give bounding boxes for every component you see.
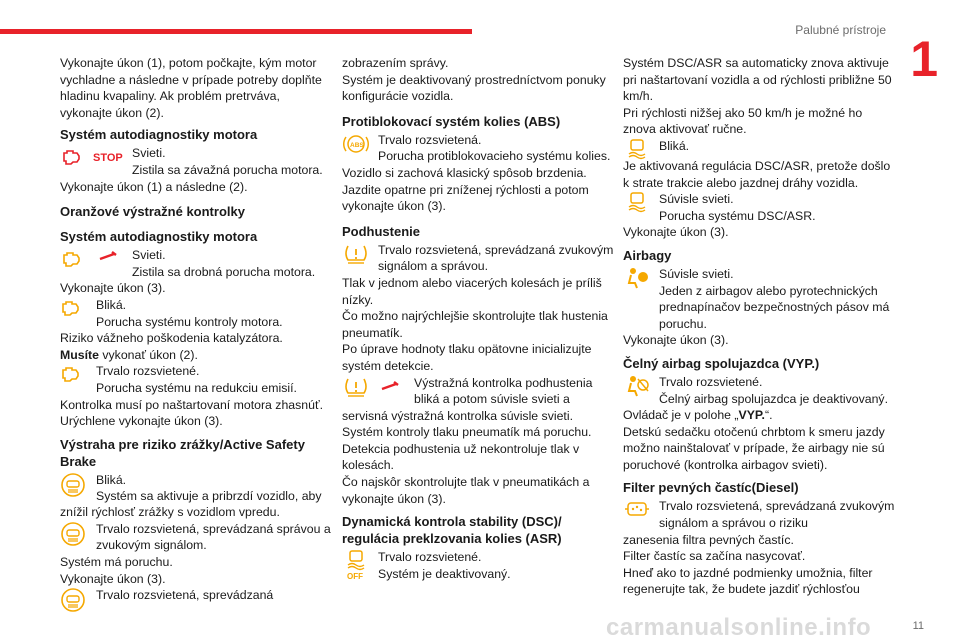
svg-text:OFF: OFF — [347, 572, 363, 582]
paragraph: Systém kontroly tlaku pneumatík má poruchu. — [342, 425, 592, 440]
paragraph: Systém je deaktivovaný prostredníctvom ponuky konfigurácie vozidla. — [342, 72, 606, 104]
text: Ovládač je v polohe „ — [623, 408, 739, 423]
warning-entry — [623, 374, 895, 407]
paragraph: servisná výstražná kontrolka súvisle svieti. — [342, 408, 573, 423]
paragraph: Systém má poruchu. — [60, 555, 173, 570]
status-text: Svieti. — [132, 248, 166, 263]
status-text: Trvalo rozsvietená, sprevádzaná zvukovým signálom a správou. — [378, 242, 614, 274]
status-text: Porucha systému na redukciu emisií. — [96, 380, 297, 395]
status-text: Súvisle svieti. — [659, 192, 734, 207]
column-3 — [623, 55, 895, 598]
emphasis: VYP. — [738, 408, 765, 423]
paragraph: Hneď ako to jazdné podmienky umožnia, filter regenerujte tak, že budete jazdiť rýchlosťou — [623, 565, 873, 597]
text: vykonať úkon (2). — [98, 347, 198, 362]
svg-text:ABS: ABS — [350, 141, 364, 149]
section-heading: Systém autodiagnostiky motora — [60, 229, 258, 245]
status-text: Porucha systému kontroly motora. — [96, 314, 283, 329]
collision-fault-icon — [60, 521, 96, 545]
engine-stop-icon — [60, 145, 132, 169]
status-text: Súvisle svieti. — [659, 266, 734, 281]
section-heading: Systém autodiagnostiky motora — [60, 127, 258, 143]
watermark: carmanualsonline.info — [606, 614, 872, 641]
warning-entry — [60, 363, 332, 396]
svg-text:STOP: STOP — [93, 152, 123, 165]
warning-entry — [60, 247, 332, 280]
dsc-off-icon — [342, 549, 378, 581]
paragraph — [60, 347, 332, 364]
paragraph: Pri rýchlosti nižšej ako 50 km/h je možné ho znova aktivovať ručne. — [623, 105, 863, 137]
paragraph: Je aktivovaná regulácia DSC/ASR, pretože došlo k strate trakcie alebo jazdnej dráhy vozidla. — [623, 158, 891, 190]
status-text: Trvalo rozsvietená, sprevádzaná zvukovým signálom a správou o riziku — [659, 499, 895, 531]
section-heading: Protiblokovací systém kolies (ABS) — [342, 113, 561, 129]
page-number: 11 — [912, 620, 924, 632]
section-heading: Dynamická kontrola stability (DSC)/ regulácia preklzovania kolies (ASR) — [342, 514, 562, 547]
paragraph: Detskú sedačku otočenú chrbtom k smeru jazdy možno nainštalovať v prípade, že airbagy nie sú poruchové (kontrolka airbagov svieti). — [623, 424, 885, 472]
paragraph: Kontrolka musí po naštartovaní motora zhasnúť. — [60, 397, 323, 412]
status-text: Trvalo rozsvietená, sprevádzaná správou a zvukovým signálom. — [96, 521, 331, 553]
paragraph — [60, 488, 332, 521]
passenger-airbag-off-icon — [623, 374, 659, 398]
paragraph: zanesenia filtra pevných častíc. — [623, 532, 794, 547]
paragraph: Vykonajte úkon (3). — [60, 281, 166, 296]
warning-entry — [342, 242, 614, 275]
status-text: Zistila sa závažná porucha motora. — [132, 162, 323, 177]
warning-entry — [60, 297, 332, 330]
paragraph: Jazdite opatrne pri zníženej rýchlosti a potom vykonajte úkon (3). — [342, 182, 589, 214]
status-text: Trvalo rozsvietená. — [378, 132, 482, 147]
text: “. — [764, 408, 773, 423]
emissions-engine-icon — [60, 363, 96, 387]
status-text: Porucha systému DSC/ASR. — [659, 208, 816, 223]
warning-entry — [342, 375, 614, 408]
paragraph: Vozidlo si zachová klasický spôsob brzdenia. — [342, 165, 587, 180]
warning-entry — [623, 266, 895, 332]
status-text: Bliká. — [659, 138, 690, 153]
paragraph: Systém DSC/ASR sa automaticky znova aktivuje pri naštartovaní vozidla a od rýchlosti približne 50 km/h. — [623, 56, 892, 104]
status-text: Bliká. — [96, 297, 127, 312]
status-text: Porucha protiblokovacieho systému kolies. — [378, 149, 611, 164]
status-text: Systém je deaktivovaný. — [378, 566, 511, 581]
engine-wrench-icon — [60, 247, 132, 271]
paragraph — [623, 407, 895, 424]
page-section-title: Palubné prístroje — [795, 23, 886, 37]
section-heading: Výstraha pre riziko zrážky/Active Safety Brake — [60, 436, 305, 469]
emphasis: Musíte — [60, 347, 99, 362]
warning-entry — [623, 191, 895, 224]
collision-deactivated-icon — [60, 587, 96, 611]
header-accent-bar — [0, 29, 472, 34]
abs-icon — [342, 132, 378, 156]
status-text: Svieti. — [132, 146, 166, 161]
warning-entry — [60, 587, 332, 611]
warning-entry — [342, 132, 614, 165]
section-heading: Čelný airbag spolujazdca (VYP.) — [623, 355, 820, 371]
paragraph: Vykonajte úkon (3). — [60, 571, 166, 586]
particle-filter-icon — [623, 498, 659, 522]
dsc-fault-icon — [623, 191, 659, 215]
paragraph: Vykonajte úkon (1) a následne (2). — [60, 179, 248, 194]
status-text: Čelný airbag spolujazdca je deaktivovaný. — [659, 391, 888, 406]
column-1 — [60, 55, 332, 611]
paragraph: Filter častíc sa začína nasycovať. — [623, 549, 806, 564]
section-heading: Oranžové výstražné kontrolky — [60, 204, 245, 220]
status-text: Jeden z airbagov alebo pyrotechnických prednapínačov bezpečnostných pásov má poruchu. — [659, 283, 890, 331]
paragraph: Vykonajte úkon (3). — [623, 333, 729, 348]
paragraph: Po úprave hodnoty tlaku opätovne inicializujte systém detekcie. — [342, 342, 592, 373]
status-text: Bliká. — [96, 472, 127, 487]
warning-entry — [60, 521, 332, 554]
engine-check-icon — [60, 297, 96, 321]
paragraph: Čo možno najrýchlejšie skontrolujte tlak hustenia pneumatík. — [342, 309, 608, 340]
section-heading: Filter pevných častíc(Diesel) — [623, 480, 799, 496]
status-text: Trvalo rozsvietené. — [659, 374, 763, 389]
warning-entry — [60, 145, 332, 178]
airbag-icon — [623, 266, 659, 290]
paragraph: Vykonajte úkon (3). — [623, 225, 729, 240]
paragraph: Riziko vážneho poškodenia katalyzátora. — [60, 331, 283, 346]
tyre-pressure-icon — [342, 242, 378, 266]
status-text: Trvalo rozsvietené. — [96, 364, 200, 379]
chapter-number: 1 — [910, 31, 938, 87]
tyre-pressure-fault-icon — [342, 375, 414, 399]
warning-entry — [342, 549, 614, 582]
status-text: Systém sa aktivuje a pribrzdí vozidlo, aby znížil rýchlosť zrážky s vozidlom vpredu. — [60, 488, 322, 520]
paragraph: Čo najskôr skontrolujte tlak v pneumatikách a vykonajte úkon (3). — [342, 475, 590, 506]
column-2 — [342, 55, 614, 582]
paragraph: Tlak v jednom alebo viacerých kolesách je príliš nízky. — [342, 275, 602, 307]
paragraph: Vykonajte úkon (1), potom počkajte, kým motor vychladne a následne v prípade potreby doplňte hladinu kvapaliny. Ak problém pretrváva, vykonajte úkon (2). — [60, 56, 322, 120]
status-text: Výstražná kontrolka podhustenia bliká a potom súvisle svieti a — [414, 375, 593, 407]
section-heading: Airbagy — [623, 247, 672, 263]
status-text: Zistila sa drobná porucha motora. — [132, 264, 316, 279]
warning-entry — [623, 498, 895, 531]
status-text: Trvalo rozsvietená, sprevádzaná — [96, 588, 274, 603]
paragraph: Detekcia podhustenia už nekontroluje tlak v kolesách. — [342, 441, 580, 473]
status-text: Trvalo rozsvietené. — [378, 550, 482, 565]
section-heading: Podhustenie — [342, 223, 421, 239]
paragraph: Urýchlene vykonajte úkon (3). — [60, 414, 223, 429]
paragraph: zobrazením správy. — [342, 56, 449, 70]
